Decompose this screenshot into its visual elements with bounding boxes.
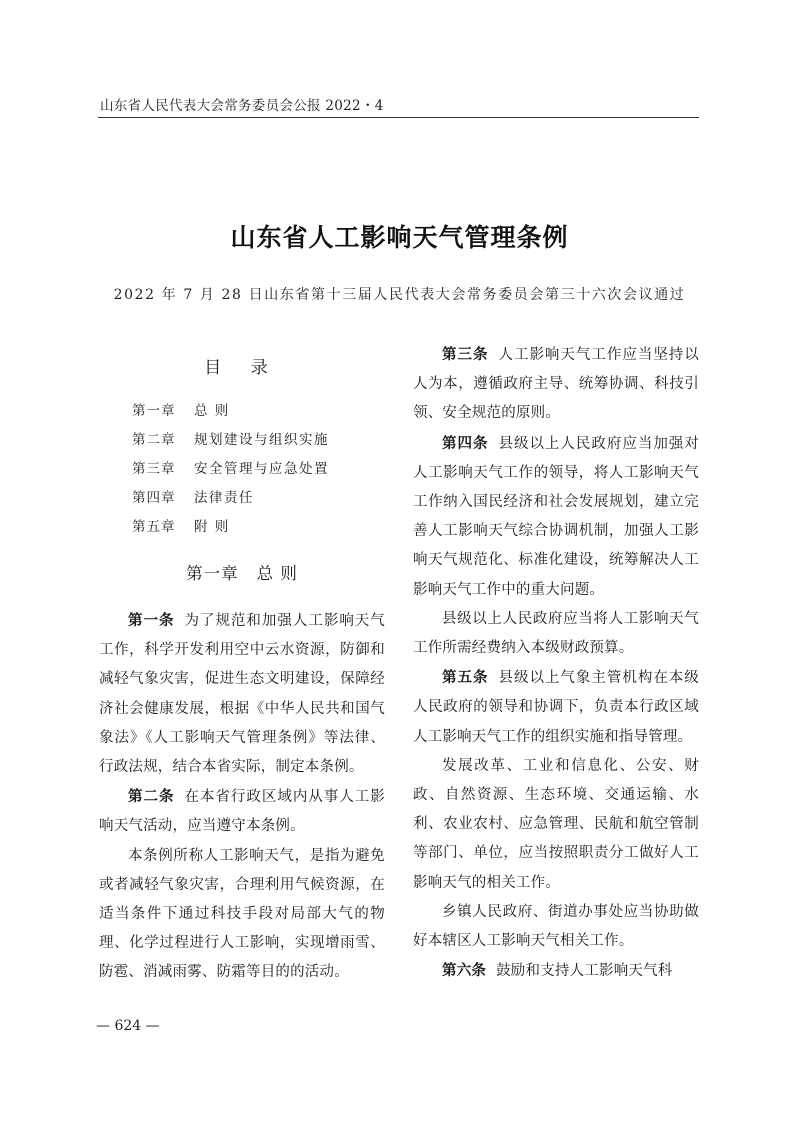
article-text: 乡镇人民政府、街道办事处应当协助做好本辖区人工影响天气相关工作。 xyxy=(413,903,699,950)
toc-item-number: 第一章 xyxy=(132,403,176,419)
running-header: 山东省人民代表大会常务委员会公报 2022・4 xyxy=(100,98,384,114)
toc-heading: 目 录 xyxy=(204,358,280,378)
article-paragraph xyxy=(413,429,699,605)
toc-item-number: 第四章 xyxy=(132,490,176,506)
toc-item xyxy=(99,484,385,513)
article-text: 发展改革、工业和信息化、公安、财政、自然资源、生态环境、交通运输、水利、农业农村、应急管理、民航和航空管制等部门、单位，应当按照职责分工做好人工影响天气的相关工作。 xyxy=(413,757,699,891)
article-number: 第一条 xyxy=(128,612,175,629)
article-number: 第六条 xyxy=(442,962,487,980)
header-divider xyxy=(98,117,699,118)
toc-item-number: 第五章 xyxy=(132,519,176,535)
chapter-title: 总 则 xyxy=(256,564,298,583)
article-paragraph xyxy=(413,663,699,752)
article-paragraph xyxy=(99,606,385,782)
toc-item xyxy=(99,455,385,484)
article-paragraph xyxy=(99,782,385,841)
article-text: 在本省行政区域内从事人工影响天气活动，应当遵守本条例。 xyxy=(99,789,385,835)
document-title: 山东省人工影响天气管理条例 xyxy=(230,223,569,252)
article-paragraph xyxy=(413,956,699,986)
chapter-number: 第一章 xyxy=(186,564,239,583)
article-number: 第四条 xyxy=(442,434,489,452)
toc-item-number: 第二章 xyxy=(132,432,176,448)
right-column xyxy=(413,340,699,986)
article-paragraph xyxy=(413,340,699,429)
article-text: 本条例所称人工影响天气，是指为避免或者减轻气象灾害，合理利用气候资源，在适当条件下通过科技手段对局部大气的物理、化学过程进行人工影响，实现增雨雪、防雹、消减雨雾、防霜等目的的活动。 xyxy=(99,847,385,981)
toc-item-label: 附 则 xyxy=(194,519,230,535)
page-number: — 624 — xyxy=(96,1018,160,1034)
article-number: 第二条 xyxy=(128,788,175,806)
toc-item-label: 安全管理与应急处置 xyxy=(194,461,329,477)
article-number: 第三条 xyxy=(442,346,489,363)
document-subtitle: 2022 年 7 月 28 日山东省第十三届人民代表大会常务委员会第三十六次会议通过 xyxy=(113,287,686,303)
article-text: 县级以上气象主管机构在本级人民政府的领导和协调下，负责本行政区域人工影响天气工作的组织实施和指导管理。 xyxy=(413,670,699,745)
article-paragraph xyxy=(99,842,385,988)
article-text: 县级以上人民政府应当加强对人工影响天气工作的领导，将人工影响天气工作纳入国民经济和社会发展规划，建立完善人工影响天气综合协调机制，加强人工影响天气规范化、标准化建设，统筹解决人工影响天气工作中的重大问题。 xyxy=(413,435,699,598)
toc-item-label: 法律责任 xyxy=(194,490,254,506)
article-paragraph xyxy=(413,605,699,663)
table-of-contents xyxy=(99,397,385,542)
article-text: 人工影响天气工作应当坚持以人为本，遵循政府主导、统筹协调、科技引领、安全规范的原则。 xyxy=(413,347,699,422)
toc-item-number: 第三章 xyxy=(132,461,176,477)
toc-item xyxy=(99,513,385,542)
article-text: 为了规范和加强人工影响天气工作，科学开发利用空中云水资源，防御和减轻气象灾害，促进生态文明建设，保障经济社会健康发展，根据《中华人民共和国气象法》《人工影响天气管理条例》等法律、行政法规，结合本省实际，制定本条例。 xyxy=(99,613,385,776)
article-number: 第五条 xyxy=(442,669,489,687)
left-column xyxy=(99,340,385,988)
chapter-heading xyxy=(99,542,385,606)
toc-item-label: 规划建设与组织实施 xyxy=(194,432,329,448)
toc-item xyxy=(99,426,385,455)
article-paragraph xyxy=(413,898,699,956)
article-text: 鼓励和支持人工影响天气科 xyxy=(496,963,673,980)
toc-item-label: 总 则 xyxy=(194,403,230,419)
article-paragraph xyxy=(413,752,699,898)
toc-item xyxy=(99,397,385,426)
article-text: 县级以上人民政府应当将人工影响天气工作所需经费纳入本级财政预算。 xyxy=(413,610,699,657)
